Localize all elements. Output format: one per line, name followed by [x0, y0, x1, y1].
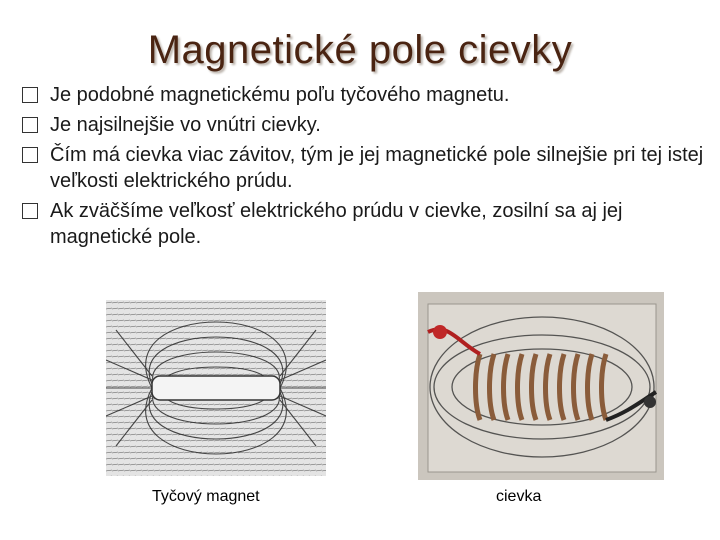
bullet-item	[20, 198, 710, 250]
checkbox-bullet-icon	[22, 117, 38, 133]
figure-caption-magnet: Tyčový magnet	[152, 488, 260, 505]
checkbox-bullet-icon	[22, 203, 38, 219]
bullet-item	[20, 82, 710, 108]
figure-caption-coil: cievka	[496, 488, 542, 505]
bullet-item	[20, 112, 710, 138]
bar-magnet-image	[106, 300, 326, 476]
bullet-item	[20, 142, 710, 194]
bullet-text: Je podobné magnetickému poľu tyčového magnetu.	[50, 84, 510, 106]
bullet-list	[20, 82, 710, 254]
bullet-text: Čím má cievka viac závitov, tým je jej magnetické pole silnejšie pri tej istej veľkosti elektrického prúdu.	[50, 144, 704, 192]
coil-icon	[418, 292, 664, 480]
bullet-text: Ak zväčšíme veľkosť elektrického prúdu v cievke, zosilní sa aj jej magnetické pole.	[50, 200, 623, 248]
bullet-text: Je najsilnejšie vo vnútri cievky.	[50, 114, 321, 136]
checkbox-bullet-icon	[22, 87, 38, 103]
coil-image	[418, 292, 664, 480]
bar-magnet-icon	[106, 300, 326, 476]
checkbox-bullet-icon	[22, 147, 38, 163]
slide-title: Magnetické pole cievky	[147, 28, 573, 72]
